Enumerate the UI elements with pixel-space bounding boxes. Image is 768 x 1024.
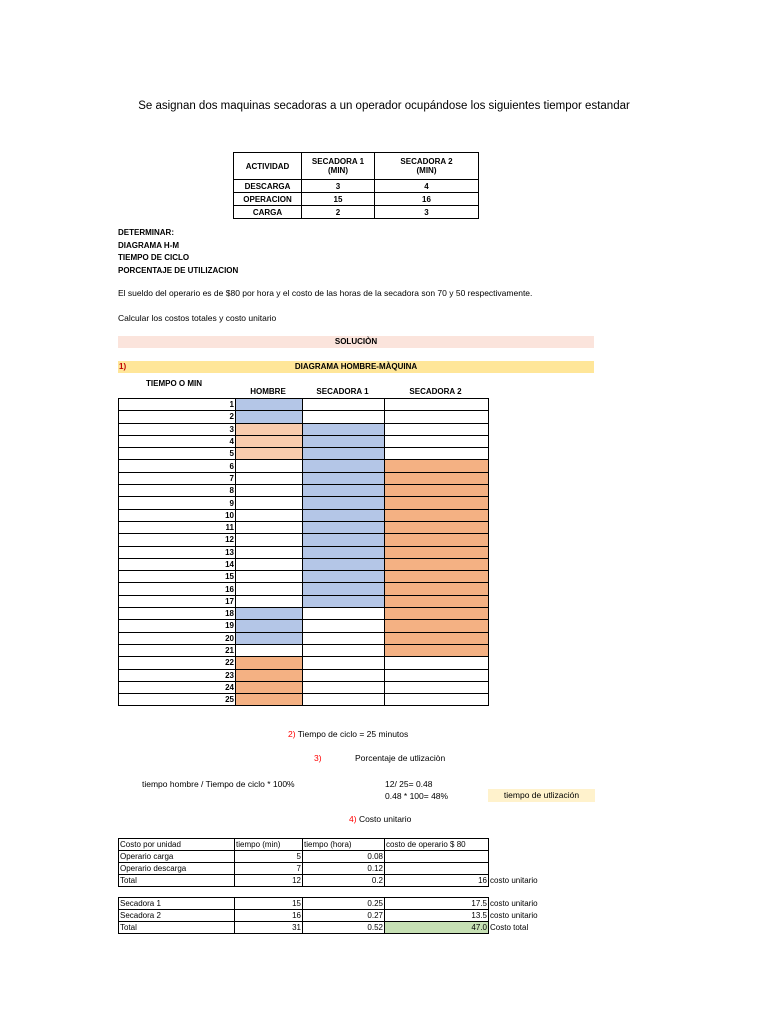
diagram-row bbox=[119, 399, 489, 411]
secadora1-cell bbox=[303, 546, 385, 558]
minute-number: 21 bbox=[119, 644, 236, 656]
minute-number: 9 bbox=[119, 497, 236, 509]
side-label: costo unitario bbox=[490, 911, 538, 920]
section-number: 1) bbox=[119, 362, 127, 371]
costo-heading bbox=[349, 814, 411, 824]
table-row: Total 12 0.2 16 costo unitario bbox=[119, 875, 552, 887]
cost-table bbox=[118, 838, 552, 934]
hombre-cell bbox=[236, 534, 303, 546]
diagram-row bbox=[119, 632, 489, 644]
secadora2-cell bbox=[385, 669, 489, 681]
hombre-cell bbox=[236, 608, 303, 620]
hombre-cell bbox=[236, 620, 303, 632]
diagram-row bbox=[119, 694, 489, 706]
minute-number: 11 bbox=[119, 521, 236, 533]
minute-number: 3 bbox=[119, 423, 236, 435]
diagram-row bbox=[119, 595, 489, 607]
diagram-row bbox=[119, 681, 489, 693]
secadora2-cell bbox=[385, 472, 489, 484]
secadora2-cell bbox=[385, 558, 489, 570]
minute-number: 15 bbox=[119, 571, 236, 583]
table-row: Costo por unidad tiempo (min) tiempo (hora) costo de operario $ 80 bbox=[119, 839, 552, 851]
secadora1-cell bbox=[303, 608, 385, 620]
diagram-row bbox=[119, 521, 489, 533]
porcentaje-formula: tiempo hombre / Tiempo de ciclo * 100% bbox=[142, 779, 295, 789]
hombre-cell bbox=[236, 571, 303, 583]
side-label: costo unitario bbox=[490, 899, 538, 908]
secadora2-cell bbox=[385, 521, 489, 533]
secadora1-cell bbox=[303, 411, 385, 423]
diagram-row bbox=[119, 644, 489, 656]
determinar-item: TIEMPO DE CICLO bbox=[118, 253, 190, 262]
secadora1-cell bbox=[303, 595, 385, 607]
determinar-list bbox=[118, 227, 238, 277]
secadora1-cell bbox=[303, 497, 385, 509]
hombre-cell bbox=[236, 411, 303, 423]
table-row: CARGA 2 3 bbox=[234, 206, 479, 219]
table-row: Secadora 2 16 0.27 13.5 costo unitario bbox=[119, 910, 552, 922]
secadora2-cell bbox=[385, 608, 489, 620]
header-secadora1: SECADORA 1 (MIN) bbox=[302, 153, 375, 180]
minute-number: 1 bbox=[119, 399, 236, 411]
porcentaje-calc1: 12/ 25= 0.48 bbox=[385, 779, 433, 789]
costo-title: Costo unitario bbox=[358, 814, 412, 824]
secadora1-cell bbox=[303, 558, 385, 570]
secadora2-cell bbox=[385, 571, 489, 583]
secadora1-cell bbox=[303, 534, 385, 546]
secadora1-cell bbox=[303, 460, 385, 472]
calcular-text: Calcular los costos totales y costo unitario bbox=[118, 313, 277, 323]
diagram-row bbox=[119, 411, 489, 423]
minute-number: 10 bbox=[119, 509, 236, 521]
ciclo-text: Tiempo de ciclo = 25 minutos bbox=[297, 729, 409, 739]
time-label: TIEMPO O MIN bbox=[146, 379, 202, 388]
hombre-cell bbox=[236, 595, 303, 607]
secadora2-cell bbox=[385, 595, 489, 607]
page-title: Se asignan dos maquinas secadoras a un operador ocupándose los siguientes tiempor estandar bbox=[138, 100, 630, 112]
minute-number: 16 bbox=[119, 583, 236, 595]
hombre-cell bbox=[236, 460, 303, 472]
side-label: costo unitario bbox=[490, 876, 538, 885]
secadora2-cell bbox=[385, 423, 489, 435]
diagram-row bbox=[119, 558, 489, 570]
diagram-row bbox=[119, 546, 489, 558]
col-header-secadora1: SECADORA 1 bbox=[316, 387, 369, 396]
minute-number: 12 bbox=[119, 534, 236, 546]
diagram-row bbox=[119, 497, 489, 509]
secadora2-cell bbox=[385, 694, 489, 706]
hombre-cell bbox=[236, 546, 303, 558]
minute-number: 6 bbox=[119, 460, 236, 472]
table-row: Secadora 1 15 0.25 17.5 costo unitario bbox=[119, 898, 552, 910]
secadora1-cell bbox=[303, 632, 385, 644]
secadora2-cell bbox=[385, 435, 489, 447]
solucion-banner: SOLUCIÒN bbox=[118, 336, 594, 348]
porcentaje-calc2: 0.48 * 100= 48% bbox=[385, 791, 449, 801]
col-header-secadora2: SECADORA 2 bbox=[409, 387, 462, 396]
utilizacion-tag: tiempo de utlización bbox=[488, 789, 595, 802]
secadora1-cell bbox=[303, 657, 385, 669]
porcentaje-title: Porcentaje de utlizaciòn bbox=[355, 753, 446, 763]
diagram-row bbox=[119, 657, 489, 669]
minute-number: 5 bbox=[119, 448, 236, 460]
hombre-cell bbox=[236, 521, 303, 533]
secadora1-cell bbox=[303, 583, 385, 595]
header-secadora2: SECADORA 2 (MIN) bbox=[375, 153, 479, 180]
side-label: Costo total bbox=[490, 923, 529, 932]
secadora1-cell bbox=[303, 472, 385, 484]
determinar-item: DIAGRAMA H-M bbox=[118, 240, 180, 250]
table-row: DESCARGA 3 4 bbox=[234, 180, 479, 193]
minute-number: 4 bbox=[119, 435, 236, 447]
secadora1-cell bbox=[303, 435, 385, 447]
minute-number: 8 bbox=[119, 485, 236, 497]
activity-table bbox=[233, 152, 479, 219]
secadora1-cell bbox=[303, 571, 385, 583]
determinar-heading: DETERMINAR: bbox=[118, 228, 174, 237]
minute-number: 22 bbox=[119, 657, 236, 669]
minute-number: 25 bbox=[119, 694, 236, 706]
hombre-cell bbox=[236, 472, 303, 484]
secadora1-cell bbox=[303, 399, 385, 411]
secadora1-cell bbox=[303, 620, 385, 632]
hombre-cell bbox=[236, 632, 303, 644]
header-actividad: ACTIVIDAD bbox=[234, 153, 302, 180]
diagram-row bbox=[119, 534, 489, 546]
secadora2-cell bbox=[385, 485, 489, 497]
secadora2-cell bbox=[385, 411, 489, 423]
section-number: 4) bbox=[349, 814, 357, 824]
secadora2-cell bbox=[385, 632, 489, 644]
hombre-cell bbox=[236, 485, 303, 497]
hombre-cell bbox=[236, 448, 303, 460]
table-row: OPERACION 15 16 bbox=[234, 193, 479, 206]
section-number: 2) bbox=[288, 729, 296, 739]
hombre-cell bbox=[236, 435, 303, 447]
hombre-cell bbox=[236, 657, 303, 669]
secadora2-cell bbox=[385, 534, 489, 546]
hombre-cell bbox=[236, 558, 303, 570]
minute-number: 18 bbox=[119, 608, 236, 620]
diagram-row bbox=[119, 448, 489, 460]
secadora2-cell bbox=[385, 509, 489, 521]
diagram-row bbox=[119, 669, 489, 681]
secadora1-cell bbox=[303, 669, 385, 681]
minute-number: 19 bbox=[119, 620, 236, 632]
determinar-item: PORCENTAJE DE UTILIZACION bbox=[118, 265, 239, 275]
secadora2-cell bbox=[385, 448, 489, 460]
hombre-cell bbox=[236, 509, 303, 521]
hombre-cell bbox=[236, 644, 303, 656]
hombre-cell bbox=[236, 681, 303, 693]
minute-number: 2 bbox=[119, 411, 236, 423]
secadora2-cell bbox=[385, 681, 489, 693]
minute-number: 17 bbox=[119, 595, 236, 607]
minute-number: 23 bbox=[119, 669, 236, 681]
minute-number: 7 bbox=[119, 472, 236, 484]
diagram-row bbox=[119, 620, 489, 632]
total-cost-cell: 47.0 bbox=[385, 922, 489, 934]
secadora2-cell bbox=[385, 657, 489, 669]
hombre-cell bbox=[236, 694, 303, 706]
hombre-cell bbox=[236, 669, 303, 681]
secadora1-cell bbox=[303, 694, 385, 706]
diagram-row bbox=[119, 571, 489, 583]
diagram-row bbox=[119, 583, 489, 595]
secadora2-cell bbox=[385, 644, 489, 656]
secadora1-cell bbox=[303, 423, 385, 435]
minute-number: 13 bbox=[119, 546, 236, 558]
hombre-cell bbox=[236, 399, 303, 411]
col-header-hombre: HOMBRE bbox=[250, 387, 286, 396]
diagram-row bbox=[119, 608, 489, 620]
secadora1-cell bbox=[303, 681, 385, 693]
secadora2-cell bbox=[385, 620, 489, 632]
secadora2-cell bbox=[385, 460, 489, 472]
table-row: Operario carga 5 0.08 bbox=[119, 851, 552, 863]
hombre-cell bbox=[236, 423, 303, 435]
hm-diagram-table bbox=[118, 398, 489, 706]
secadora2-cell bbox=[385, 583, 489, 595]
diagram-title: DIAGRAMA HOMBRE-MÀQUINA bbox=[294, 362, 418, 371]
secadora1-cell bbox=[303, 509, 385, 521]
diagram-row bbox=[119, 472, 489, 484]
hombre-cell bbox=[236, 583, 303, 595]
diagram-row bbox=[119, 509, 489, 521]
secadora2-cell bbox=[385, 497, 489, 509]
diagram-banner bbox=[118, 361, 594, 373]
minute-number: 20 bbox=[119, 632, 236, 644]
secadora1-cell bbox=[303, 485, 385, 497]
table-row: Operario descarga 7 0.12 bbox=[119, 863, 552, 875]
minute-number: 14 bbox=[119, 558, 236, 570]
diagram-row bbox=[119, 485, 489, 497]
secadora2-cell bbox=[385, 546, 489, 558]
hombre-cell bbox=[236, 497, 303, 509]
secadora1-cell bbox=[303, 521, 385, 533]
diagram-row bbox=[119, 423, 489, 435]
diagram-row bbox=[119, 435, 489, 447]
secadora1-cell bbox=[303, 644, 385, 656]
minute-number: 24 bbox=[119, 681, 236, 693]
ciclo-line bbox=[288, 729, 408, 739]
table-row: Total 31 0.52 47.0 Costo total bbox=[119, 922, 552, 934]
secadora1-cell bbox=[303, 448, 385, 460]
diagram-row bbox=[119, 460, 489, 472]
secadora2-cell bbox=[385, 399, 489, 411]
sueldo-text: El sueldo del operario es de $80 por hora y el costo de las horas de la secadora son 70 y 50 respectivamente. bbox=[118, 288, 533, 298]
section-number: 3) bbox=[314, 753, 322, 763]
